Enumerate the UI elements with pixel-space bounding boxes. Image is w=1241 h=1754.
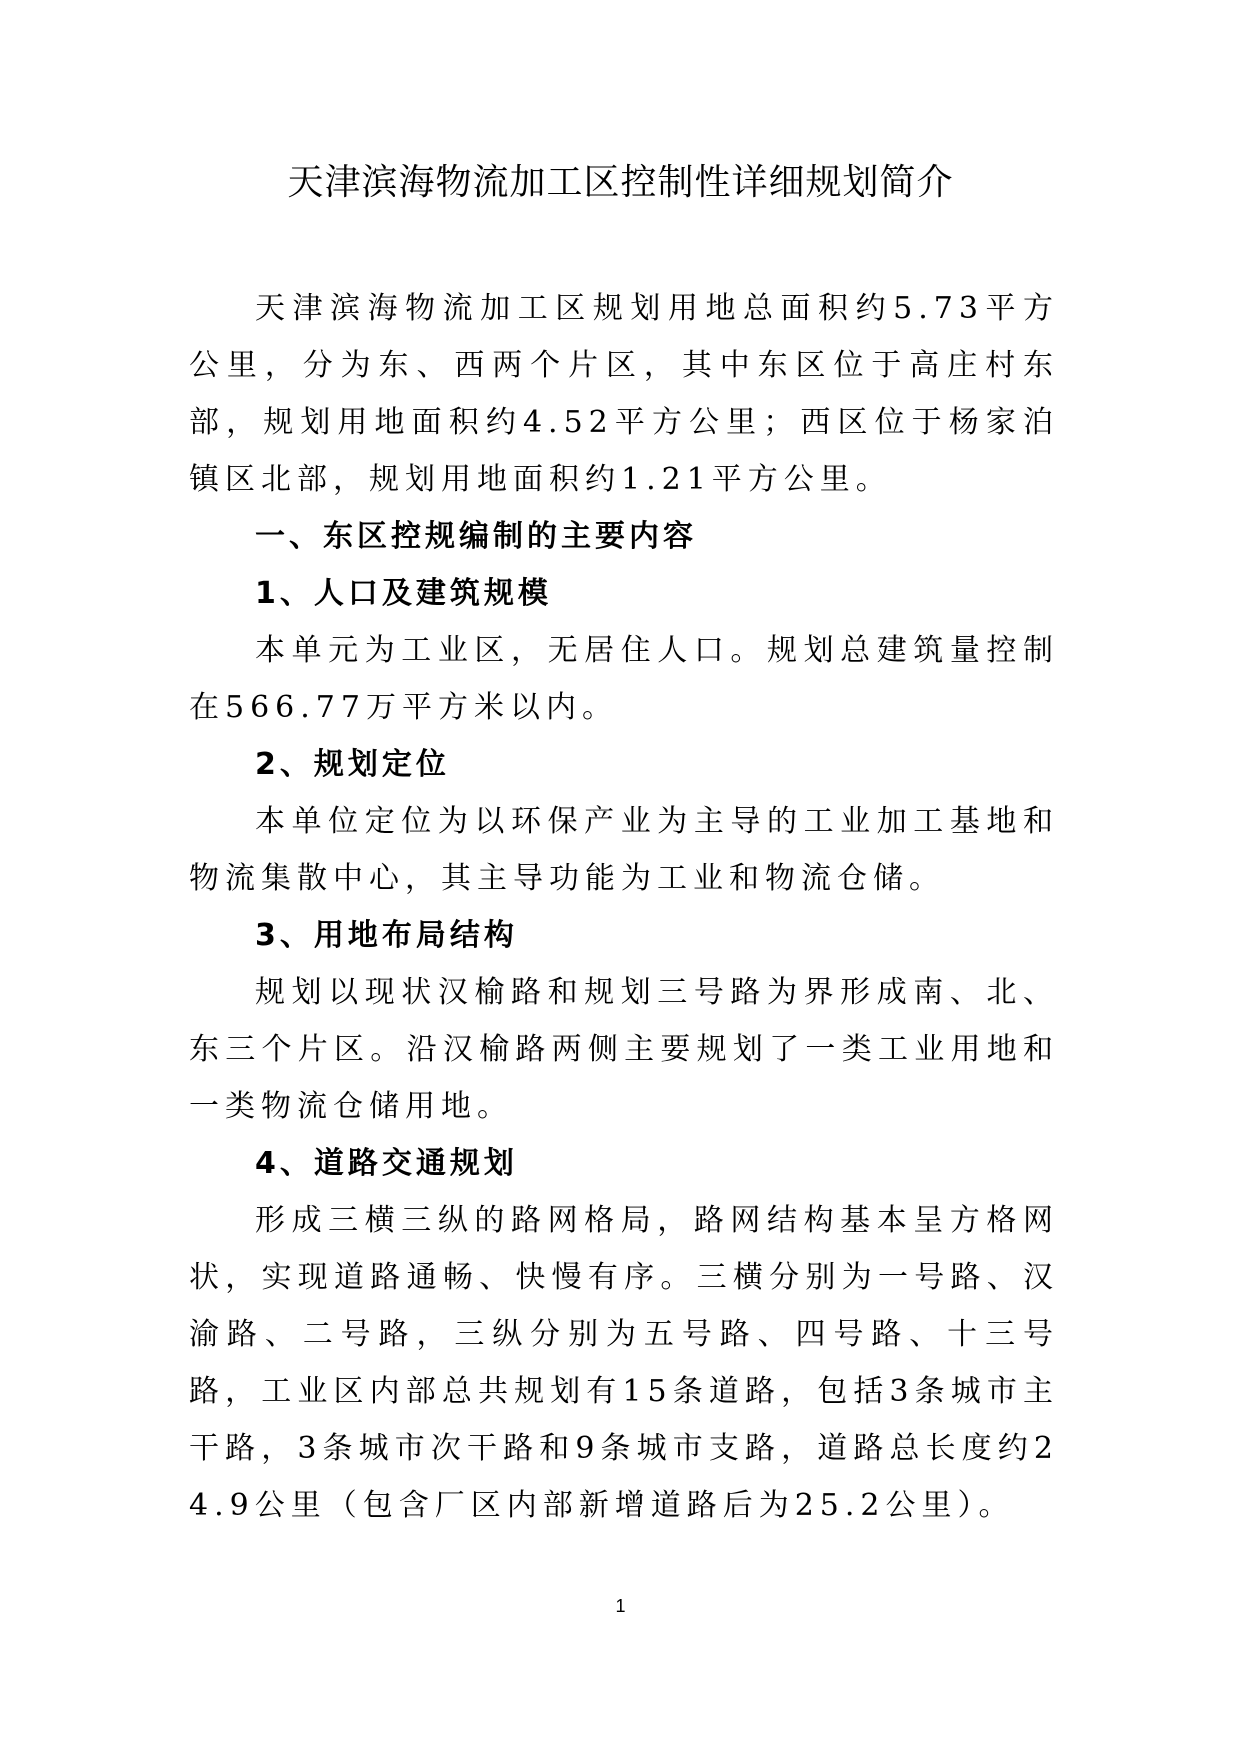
roads-paragraph: 形成三横三纵的路网格局，路网结构基本呈方格网状，实现道路通畅、快慢有序。三横分别为一号路、汉渝路、二号路，三纵分别为五号路、四号路、十三号路，工业区内部总共规划有15条道路，包括3条城市主干路，3条城市次干路和9条城市支路，道路总长度约24.9公里（包含厂区内部新增道路后为25.2公里）。 (189, 1203, 1059, 1523)
document-body (189, 280, 1059, 1534)
intro-paragraph: 天津滨海物流加工区规划用地总面积约5.73平方公里，分为东、西两个片区，其中东区位于高庄村东部，规划用地面积约4.52平方公里；西区位于杨家泊镇区北部，规划用地面积约1.21平方公里。 (189, 291, 1059, 497)
section-heading-east: 一、东区控规编制的主要内容 (255, 519, 697, 554)
positioning-paragraph: 本单位定位为以环保产业为主导的工业加工基地和物流集散中心，其主导功能为工业和物流仓储。 (189, 804, 1059, 896)
page-number: 1 (615, 1596, 626, 1616)
subsection-heading-positioning: 2、规划定位 (255, 747, 450, 782)
subsection-heading-roads: 4、道路交通规划 (255, 1146, 518, 1181)
layout-paragraph: 规划以现状汉榆路和规划三号路为界形成南、北、东三个片区。沿汉榆路两侧主要规划了一类工业用地和一类物流仓储用地。 (189, 975, 1059, 1124)
document-title: 天津滨海物流加工区控制性详细规划简介 (287, 162, 954, 203)
subsection-heading-layout: 3、用地布局结构 (255, 918, 518, 953)
population-paragraph: 本单元为工业区，无居住人口。规划总建筑量控制在566.77万平方米以内。 (189, 633, 1059, 725)
subsection-heading-population: 1、人口及建筑规模 (255, 576, 552, 611)
